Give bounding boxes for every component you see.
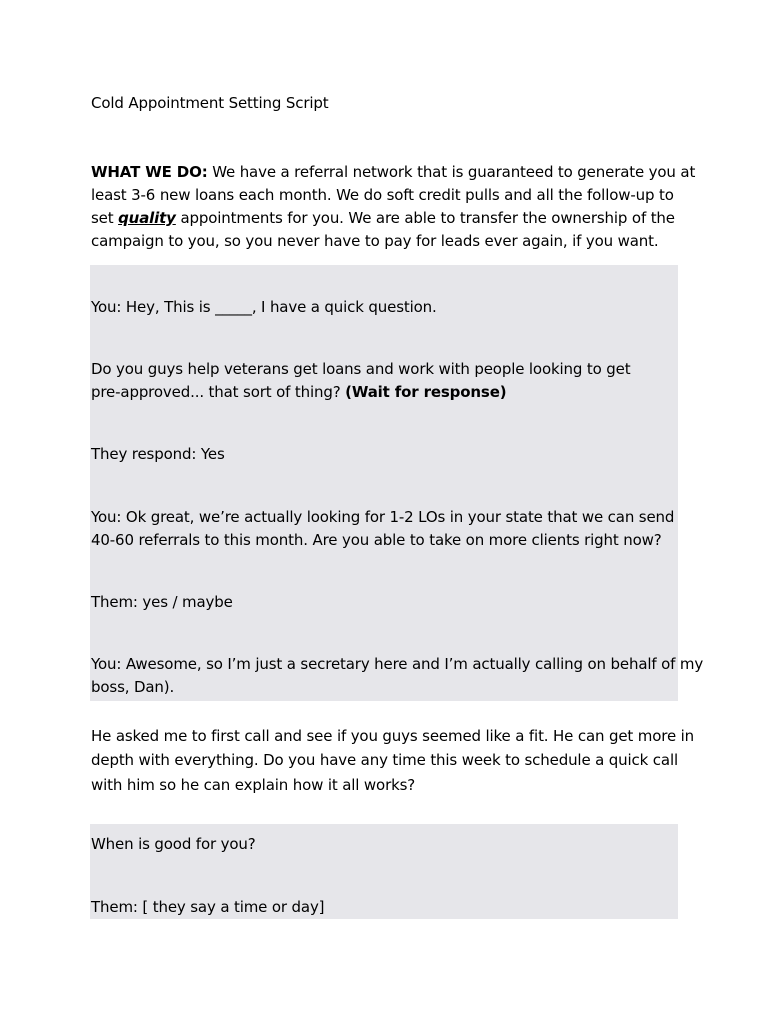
- script-block-shaded-1: [90, 265, 678, 701]
- script-great-line-1: You: Ok great, we’re actually looking for 1-2 LOs in your state that we can send: [91, 508, 675, 526]
- script-them-time: Them: [ they say a time or day]: [91, 898, 325, 916]
- document-title: Cold Appointment Setting Script: [91, 94, 329, 112]
- intro-line-3-pre: set: [91, 209, 119, 227]
- script-asked-line-1: He asked me to first call and see if you guys seemed like a fit. He can get more in: [91, 727, 695, 745]
- script-when-good: When is good for you?: [91, 835, 256, 853]
- intro-line-1: [91, 161, 696, 184]
- script-question-line-2: [91, 381, 681, 404]
- script-line-hey: You: Hey, This is _____, I have a quick question.: [91, 298, 437, 316]
- script-awesome-line-1: You: Awesome, so I’m just a secretary here and I’m actually calling on behalf of my: [91, 655, 704, 673]
- script-question-text: pre-approved... that sort of thing?: [91, 383, 346, 401]
- script-question-line-1: Do you guys help veterans get loans and work with people looking to get: [91, 360, 631, 378]
- intro-label: WHAT WE DO:: [91, 163, 208, 181]
- script-them-yes-maybe: Them: yes / maybe: [91, 593, 233, 611]
- intro-line-2: least 3-6 new loans each month. We do soft credit pulls and all the follow-up to: [91, 186, 674, 204]
- script-asked-line-2: depth with everything. Do you have any time this week to schedule a quick call: [91, 751, 678, 769]
- script-great-line-2: 40-60 referrals to this month. Are you able to take on more clients right now?: [91, 531, 662, 549]
- intro-line-3: [91, 207, 681, 230]
- wait-for-response-note: (Wait for response): [345, 383, 507, 401]
- script-awesome-line-2: boss, Dan).: [91, 678, 175, 696]
- script-asked-line-3: with him so he can explain how it all works?: [91, 776, 416, 794]
- intro-line-4: campaign to you, so you never have to pay for leads ever again, if you want.: [91, 232, 659, 250]
- script-they-respond: They respond: Yes: [91, 445, 225, 463]
- intro-line-1-text: We have a referral network that is guaranteed to generate you at: [207, 163, 696, 181]
- intro-emphasis-quality: quality: [118, 209, 176, 227]
- intro-line-3-post: appointments for you. We are able to transfer the ownership of the: [175, 209, 675, 227]
